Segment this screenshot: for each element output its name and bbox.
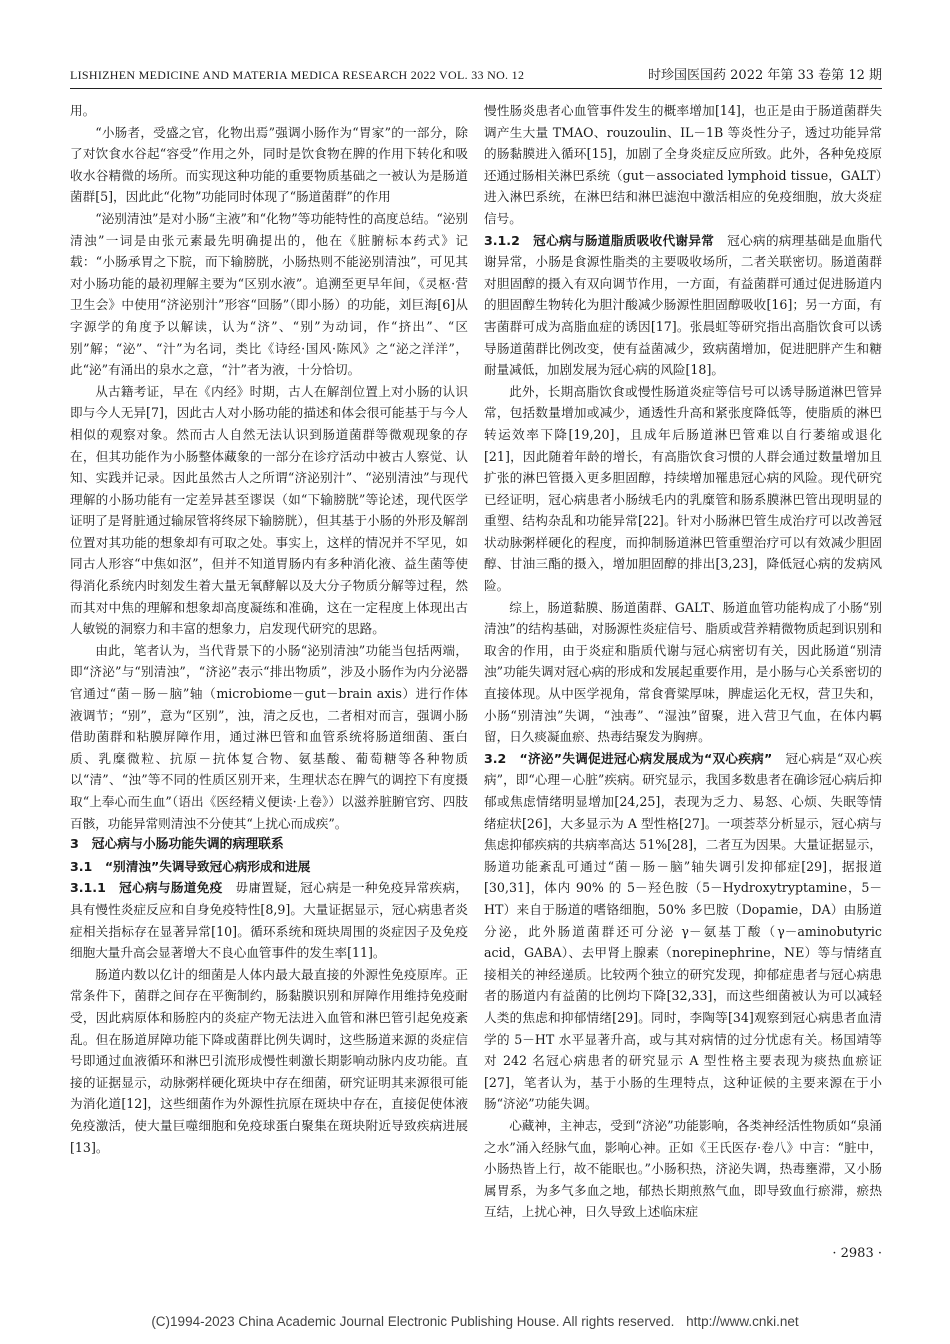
paragraph: 慢性肠炎患者心血管事件发生的概率增加[14]，也正是由于肠道菌群失调产生大量 TMAO、rouzoulin、IL－1B 等炎性分子，透过功能异常的肠黏膜进入循环[15]，加剧了全身炎症反应所致。此外，各种免疫原还通过肠相关淋巴系统（gut－associated lymphoid tissue，GALT）进入淋巴系统，在淋巴结和淋巴滤泡中激活相应的免疫细胞，放大炎症信号。 xyxy=(484,103,882,226)
subsection-body: 毋庸置疑，冠心病是一种免疫异常疾病，具有慢性炎症反应和自身免疫特性[8,9]。大量证据显示，冠心病患者炎症相关指标存在显著异常[10]。循环系统和斑块周围的炎症因子及免疫细胞大量升高会显著增大不良心血管事件的发生率[11]。 xyxy=(70,880,468,961)
paragraph: “小肠者，受盛之官，化物出焉”强调小肠作为“胃家”的一部分，除了对饮食水谷起“容受”作用之外，同时是饮食物在脾的作用下转化和吸收水谷精微的场所。而实现这种功能的重要物质基础之一被认为是肠道菌群[5]，因此此“化物”功能同时体现了“肠道菌群”的作用 xyxy=(70,124,468,205)
paragraph: 综上，肠道黏膜、肠道菌群、GALT、肠道血管功能构成了小肠“别清浊”的结构基础，对肠源性炎症信号、脂质或营养精微物质起到识别和取舍的作用，由于炎症和脂质代谢与冠心病密切有关，因此肠道“别清浊”功能失调对冠心病的形成和发展起重要作用，是小肠与心关系密切的直接体现。从中医学视角，常食膏粱厚味，脾虚运化无权，营卫失和，小肠“别清浊”失调，“浊毒”、“湿浊”留聚，进入营卫气血，在体内羁留，日久痰凝血瘀、热毒结聚发为胸痹。 xyxy=(484,599,882,745)
section-heading-3: 3 冠心病与小肠功能失调的病理联系 xyxy=(70,837,284,853)
paragraph: 肠道内数以亿计的细菌是人体内最大最直接的外源性免疫原库。正常条件下，菌群之间存在平衡制约，肠黏膜识别和屏障作用维持免疫耐受，因此病原体和肠腔内的炎症产物无法进入血管和淋巴管引起免疫紊乱。但在肠道屏障功能下降或菌群比例失调时，这些肠道来源的炎症信号即通过血液循环和淋巴引流形成慢性刺激长期影响动脉内皮功能。直接的证据显示，动脉粥样硬化斑块中存在细菌，研究证明其来源很可能为消化道[12]，这些细菌作为外源性抗原在斑块中存在，直接促使体液免疫激活，使大量巨噬细胞和免疫球蛋白聚集在斑块附近导致疾病进展[13]。 xyxy=(70,966,468,1155)
paragraph: “泌别清浊”是对小肠“主液”和“化物”等功能特性的高度总结。“泌别清浊”一词是由张元素最先明确提出的，他在《脏腑标本药式》记载：“小肠承胃之下脘，而下输膀胱，小肠热则不能泌别清浊”，可见其对小肠功能的最初理解主要为“区别水液”。追溯至更早年间，《灵枢·营卫生会》中使用“济泌别汁”形容“回肠”（即小肠）的功能，刘巨海[6]从字源学的角度予以解读，认为“济”、“别”为动词，作“挤出”、“区别”解；“泌”、“汁”为名词，类比《诗经·国风·陈风》之“泌之洋洋”，此“泌”有涌出的泉水之意，“汁”者为液，十分恰切。 xyxy=(70,210,468,378)
section-heading-3-1: 3.1 “别清浊”失调导致冠心病形成和进展 xyxy=(70,858,311,874)
journal-chinese-title: 时珍国医国药 2022 年第 33 卷第 12 期 xyxy=(648,68,882,83)
running-header xyxy=(70,62,882,89)
paragraph: 用。 xyxy=(70,103,96,118)
paragraph: 此外，长期高脂饮食或慢性肠道炎症等信号可以诱导肠道淋巴管异常，包括数量增加或减少，通透性升高和紧张度降低等，使脂质的淋巴转运效率下降[19,20]，且成年后肠道淋巴管难以自行萎缩或退化[21]，因此随着年龄的增长，有高脂饮食习惯的人群会通过数量增加且扩张的淋巴管摄入更多胆固醇，持续增加罹患冠心病的风险。现代研究已经证明，冠心病患者小肠绒毛内的乳糜管和肠系膜淋巴管出现明显的重塑、结构杂乱和功能异常[22]。针对小肠淋巴管生成治疗可以改善冠状动脉粥样硬化的程度，而抑制肠道淋巴管重塑治疗可以有效减少胆固醇、甘油三酯的摄入，增加胆固醇的排出[3,23]，降低冠心病的发病风险。 xyxy=(484,383,882,594)
journal-english-title: LISHIZHEN MEDICINE AND MATERIA MEDICA RESEARCH 2022 VOL. 33 NO. 12 xyxy=(70,68,525,82)
section-3-2 xyxy=(484,748,882,1115)
left-column xyxy=(70,100,468,1280)
subsection-3-1-1 xyxy=(70,877,468,963)
section-body: 冠心病是“双心疾病”，即“心理－心脏”疾病。研究显示，我国多数患者在确诊冠心病后抑郁或焦虑情绪明显增加[24,25]，表现为乏力、易怒、心烦、失眠等情绪症状[26]，大多显示为 A 型性格[27]。一项荟萃分析显示，冠心病与焦虑抑郁疾病的共病率高达 51%[28]，二者互为因果。大量证据显示，肠道功能紊乱可通过“菌－肠－脑”轴失调引发抑郁症[29]，据报道[30,31]，体内 90% 的 5－羟色胺（5－Hydroxytryptamine，5－HT）来自于肠道的嗜铬细胞，50% 多巴胺（Dopamie，DA）由肠道分泌，此外肠道菌群还可分泌 γ－氨基丁酸（γ－aminobutyric acid，GABA）、去甲肾上腺素（norepinephrine，NE）等与情绪直接相关的神经递质。比较两个独立的研究发现，抑郁症患者与冠心病患者的肠道内有益菌的比例均下降[32,33]，而这些细菌被认为可以减轻人类的焦虑和抑郁情绪[29]。同时，李陶等[34]观察到冠心病患者血清学的 5－HT 水平显著升高，或与其对病情的过分忧虑有关。杨国靖等对 242 名冠心病患者的研究显示 A 型性格主要表现为痰热血瘀证[27]，笔者认为，基于小肠的生理特点，这种证候的主要来源在于小肠“济泌”功能失调。 xyxy=(484,750,882,1112)
section-heading-3-2: 3.2 “济泌”失调促进冠心病发展成为“双心疾病” xyxy=(484,750,773,766)
paragraph: 由此，笔者认为，当代背景下的小肠“泌别清浊”功能当包括两端，即“济泌”与“别清浊”，“济泌”表示“排出物质”，涉及小肠作为内分泌器官通过“菌－肠－脑”轴（microbiome－gut－brain axis）进行作体液调节；“别”，意为“区别”，浊，清之反也，二者相对而言，强调小肠借助菌群和粘膜屏障作用，通过淋巴管和血管系统将肠道细菌、蛋白质、乳糜微粒、抗原－抗体复合物、氨基酸、葡萄糖等各种物质以“清”、“浊”等不同的性质区别开来，生理状态在脾气的调控下有度摄取“上奉心而生血”（语出《医经精义便读·上卷》）以滋养脏腑官窍、四肢百骸，功能异常则清浊不分使其“上扰心而成疾”。 xyxy=(70,642,468,831)
copyright-footer xyxy=(0,1314,950,1329)
paragraph: 心藏神，主神志，受到“济泌”功能影响，各类神经活性物质如“泉涌之水”涌入经脉气血，影响心神。正如《王氏医存·卷八》中言：“脏中，小肠热皆上行，故不能眠也。”小肠积热，济泌失调，热毒壅滞，又小肠属胃系，为多气多血之地，郁热长期煎熬气血，即导致血行瘀滞，瘀热互结，上扰心神，日久导致上述临床症 xyxy=(484,1117,882,1220)
subsection-3-1-2 xyxy=(484,230,882,381)
subsection-heading-3-1-2: 3.1.2 冠心病与肠道脂质吸收代谢异常 xyxy=(484,232,715,248)
footer-url[interactable]: http://www.cnki.net xyxy=(686,1314,799,1329)
subsection-heading-3-1-1: 3.1.1 冠心病与肠道免疫 xyxy=(70,880,223,896)
right-column xyxy=(484,100,882,1280)
subsection-body: 冠心病的病理基础是血脂代谢异常，小肠是食源性脂类的主要吸收场所，二者关联密切。肠道菌群对胆固醇的摄入有双向调节作用，一方面，有益菌群可通过促进肠道内的胆固醇生物转化为胆汁酸减少肠源性胆固醇吸收[16]；另一方面，有害菌群可成为高脂血症的诱因[17]。张晨虹等研究指出高脂饮食可以诱导肠道菌群比例改变，使有益菌减少，致病菌增加，促进肥胖产生和糖耐量减低，加剧发展为冠心病的风险[18]。 xyxy=(484,232,882,378)
copyright-text: (C)1994-2023 China Academic Journal Electronic Publishing House. All rights reserved. xyxy=(151,1314,675,1329)
paragraph: 从古籍考证，早在《内经》时期，古人在解剖位置上对小肠的认识即与今人无异[7]，因此古人对小肠功能的描述和体会很可能基于与今人相似的观察对象。然而古人自然无法认识到肠道菌群等微观现象的存在，但其功能作为小肠整体藏象的一部分在诊疗活动中被古人察觉、认知、实践并记录。因此虽然古人之所谓“济泌别汁”、“泌别清浊”与现代理解的小肠功能有一定差异甚至谬误（如“下输膀胱”等论述，现代医学证明了是肾脏通过输尿管将终尿下输膀胱），但其基于小肠的外形及解剖位置对其功能的想象却有可取之处。事实上，这样的情况并不罕见，如同古人形容“中焦如沤”，但并不知道胃肠内有多种消化液、益生菌等使得消化系统内时刻发生着大量无氧酵解以及大分子物质分解等过程，然而其对中焦的理解和想象却高度凝练和准确，这在一定程度上体现出古人敏锐的洞察力和丰富的想象力，启发现代研究的思路。 xyxy=(70,383,468,637)
page-number: · 2983 · xyxy=(832,1246,882,1261)
